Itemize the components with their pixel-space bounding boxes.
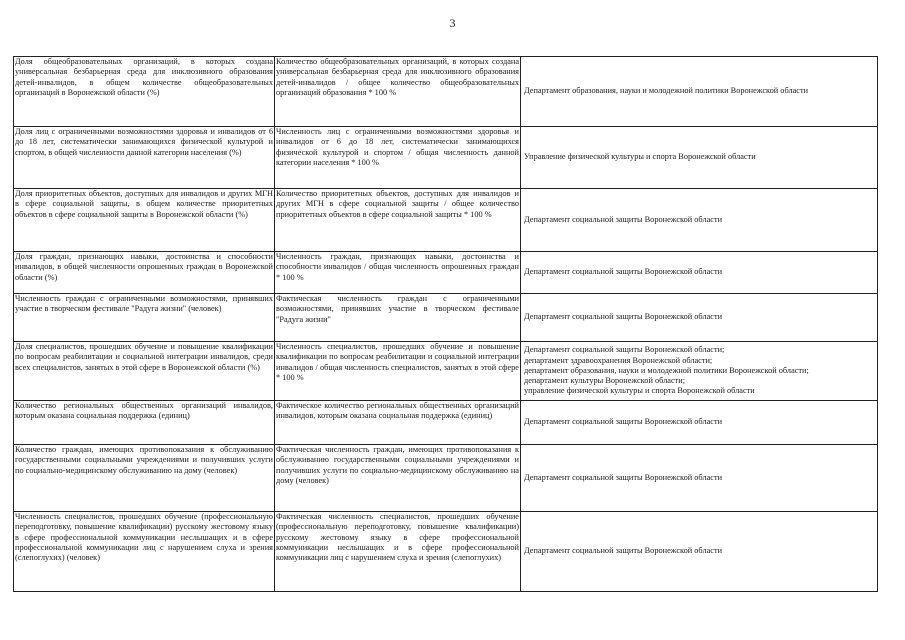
responsible-line: Департамент социальной защиты Воронежской области xyxy=(524,267,723,277)
formula-cell: Фактическая численность специалистов, прошедших обучение (профессиональную переподготовку, повышение квалификации) русскому жестовому языку в сфере профессиональной коммуникации неслышащих и в сфере профессиональной коммуникации лиц с нарушением слуха и зрения (слепоглухих) xyxy=(275,512,521,592)
indicator-cell: Доля приоритетных объектов, доступных для инвалидов и других МГН в сфере социальной защиты, в общем количестве приоритетных объектов в сфере социальной защиты в Воронежской области (%) xyxy=(14,189,275,252)
responsible-cell xyxy=(521,512,878,592)
formula-cell: Количество приоритетных объектов, доступных для инвалидов и других МГН в сфере социальной защиты / общее количество приоритетных объектов в сфере социальной защиты * 100 % xyxy=(275,189,521,252)
table-row xyxy=(14,189,878,252)
indicator-cell: Доля специалистов, прошедших обучение и повышение квалификации по вопросам реабилитации и социальной интеграции инвалидов, среди всех специалистов, занятых в этой сфере в Воронежской области (%) xyxy=(14,342,275,401)
table-row xyxy=(14,342,878,401)
responsible-cell xyxy=(521,401,878,445)
table-row xyxy=(14,294,878,342)
formula-cell: Фактическая численность граждан с ограниченными возможностями, принявших участие в творческом фестивале "Радуга жизни" xyxy=(275,294,521,342)
indicator-cell: Численность граждан с ограниченными возможностями, принявших участие в творческом фестивале "Радуга жизни" (человек) xyxy=(14,294,275,342)
indicator-cell: Доля лиц с ограниченными возможностями здоровья и инвалидов от 6 до 18 лет, систематически занимающихся физической культурой и спортом, в общей численности данной категории населения (%) xyxy=(14,127,275,189)
responsible-line: департамент образования, науки и молодежной политики Воронежской области; xyxy=(524,365,809,375)
formula-cell: Численность специалистов, прошедших обучение и повышение квалификации по вопросам реабилитации и социальной интеграции инвалидов / общая численность специалистов, занятых в этой сфере * 100 % xyxy=(275,342,521,401)
responsible-line: департамент здравоохранения Воронежской области; xyxy=(524,355,713,365)
table-row xyxy=(14,127,878,189)
formula-cell: Фактическая численность граждан, имеющих противопоказания к обслуживанию государственными социальными учреждениями и получивших услуги по социально-медицинскому обслуживанию на дому (человек) xyxy=(275,445,521,512)
responsible-line: Департамент образования, науки и молодежной политики Воронежской области xyxy=(524,86,809,96)
table-row xyxy=(14,512,878,592)
responsible-line: Департамент социальной защиты Воронежской области xyxy=(524,312,723,322)
responsible-line: Департамент социальной защиты Воронежской области; xyxy=(524,345,725,355)
formula-cell: Численность граждан, признающих навыки, достоинства и способности инвалидов / общая численность опрошенных граждан * 100 % xyxy=(275,252,521,294)
responsible-line: Департамент социальной защиты Воронежской области xyxy=(524,472,723,482)
formula-cell: Численность лиц с ограниченными возможностями здоровья и инвалидов от 6 до 18 лет, систематически занимающихся физической культурой и спортом / общая численность данной категории населения * 100 % xyxy=(275,127,521,189)
responsible-line: Департамент социальной защиты Воронежской области xyxy=(524,546,723,556)
page-number: 3 xyxy=(449,16,456,30)
formula-cell: Количество общеобразовательных организаций, в которых создана универсальная безбарьерная среда для инклюзивного образования детей-инвалидов / общее количество общеобразовательных организаций образования * 100 % xyxy=(275,57,521,127)
responsible-cell xyxy=(521,189,878,252)
indicator-cell: Количество региональных общественных организаций инвалидов, которым оказана социальная поддержка (единиц) xyxy=(14,401,275,445)
responsible-cell xyxy=(521,342,878,401)
indicator-cell: Доля общеобразовательных организаций, в которых создана универсальная безбарьерная среда для инклюзивного образования детей-инвалидов, в общем количестве общеобразовательных организаций в Воронежской области (%) xyxy=(14,57,275,127)
formula-cell: Фактическое количество региональных общественных организаций инвалидов, которым оказана социальная поддержка (единиц) xyxy=(275,401,521,445)
table-row xyxy=(14,252,878,294)
responsible-line: департамент культуры Воронежской области; xyxy=(524,376,685,386)
responsible-line: управление физической культуры и спорта Воронежской области xyxy=(524,386,755,396)
table-row xyxy=(14,57,878,127)
responsible-cell xyxy=(521,57,878,127)
responsible-cell xyxy=(521,445,878,512)
responsible-cell xyxy=(521,252,878,294)
indicator-cell: Доля граждан, признающих навыки, достоинства и способности инвалидов, в общей численности опрошенных граждан в Воронежской области (%) xyxy=(14,252,275,294)
responsible-cell xyxy=(521,294,878,342)
indicator-cell: Количество граждан, имеющих противопоказания к обслуживанию государственными социальными учреждениями и получивших услуги по социально-медицинскому обслуживанию на дому (человек) xyxy=(14,445,275,512)
responsible-line: Департамент социальной защиты Воронежской области xyxy=(524,214,723,224)
responsible-cell xyxy=(521,127,878,189)
table-row xyxy=(14,445,878,512)
indicator-cell: Численность специалистов, прошедших обучение (профессиональную переподготовку, повышение квалификации) русскому жестовому языку в сфере профессиональной коммуникации неслышащих и в сфере профессиональной коммуникации лиц с нарушением слуха и зрения (слепоглухих) (человек) xyxy=(14,512,275,592)
indicators-table xyxy=(13,56,878,592)
responsible-line: Управление физической культуры и спорта Воронежской области xyxy=(524,152,756,162)
responsible-line: Департамент социальной защиты Воронежской области xyxy=(524,417,723,427)
table-row xyxy=(14,401,878,445)
